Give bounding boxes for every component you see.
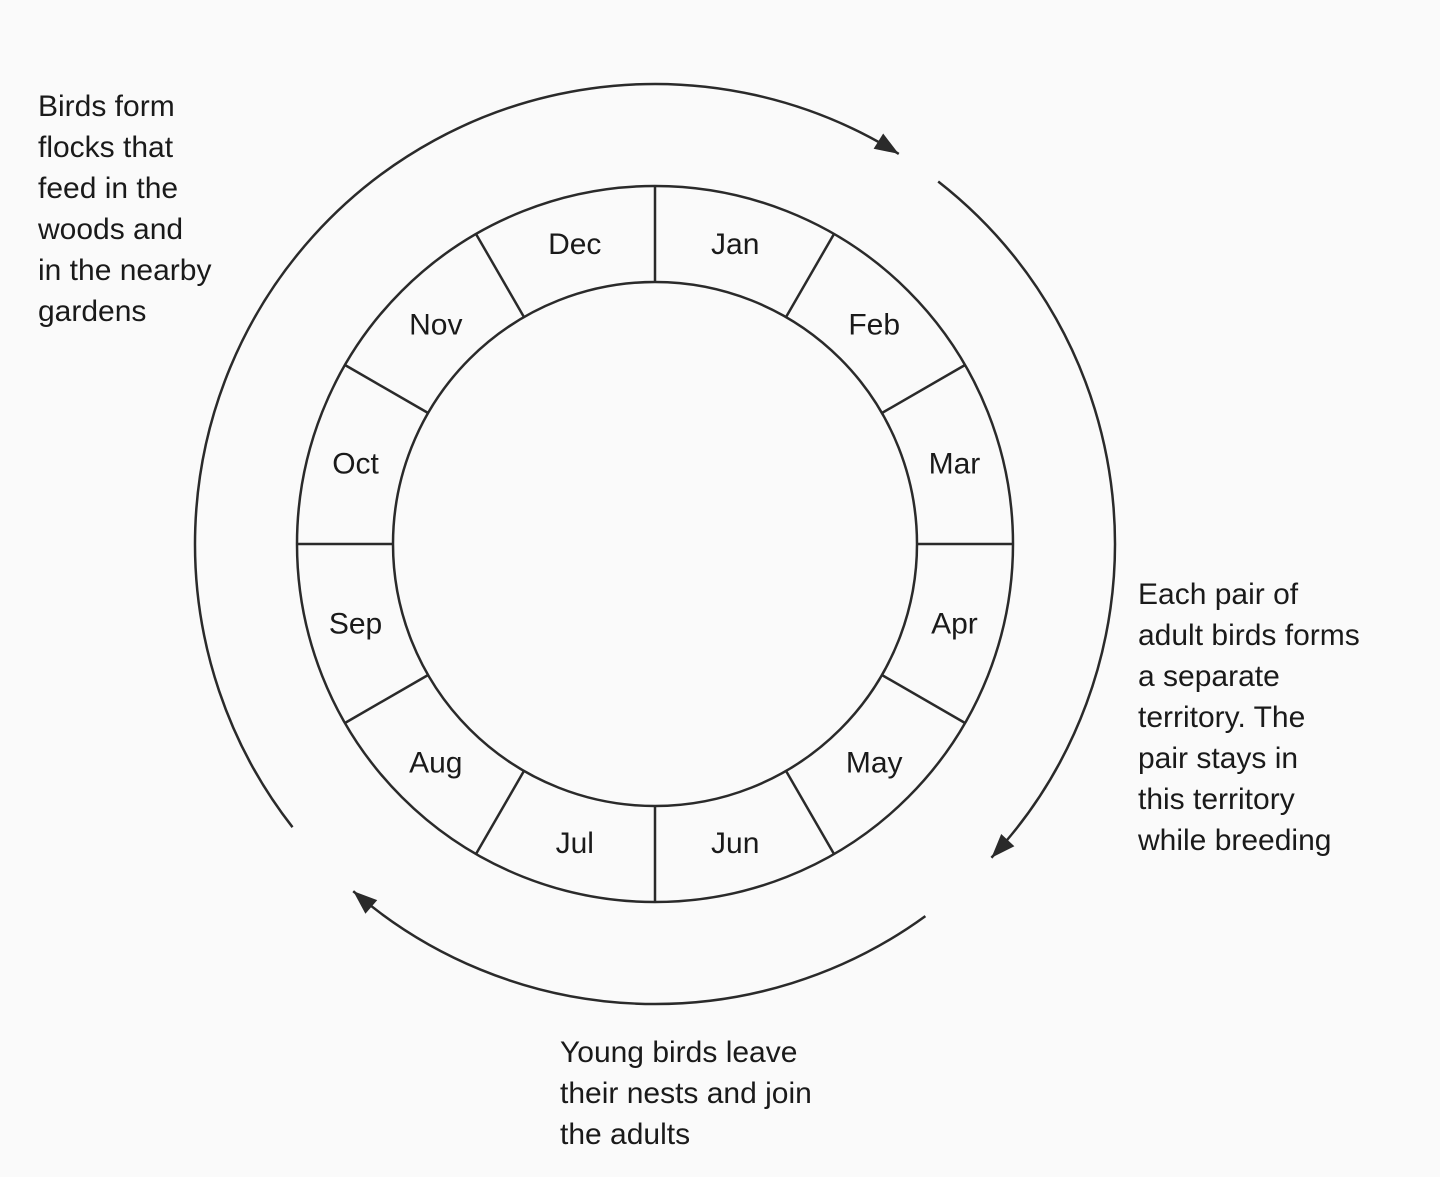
month-divider [882,365,965,413]
month-label-oct: Oct [332,447,379,481]
month-divider [345,675,428,723]
annotation-winter-flocks [38,86,211,332]
month-label-aug: Aug [409,746,463,780]
annotation-line: a separate [1138,660,1280,693]
month-label-apr: Apr [931,607,978,641]
annotation-line: feed in the [38,172,179,205]
annotation-line: territory. The [1138,701,1306,734]
annotation-line: Each pair of [1138,578,1299,611]
month-labels [329,228,980,860]
cycle-arc-breeding [938,182,1115,858]
month-label-jun: Jun [711,826,760,860]
month-divider [476,234,524,317]
month-divider [476,771,524,854]
cycle-arc-winter [195,84,899,827]
annotation-line: this territory [1138,783,1295,816]
annotation-line: woods and [38,213,184,246]
annotation-young-leave-nest [560,1032,812,1155]
arrow-head-fledging-end [353,891,377,914]
month-ring-outer-circle [297,186,1013,902]
month-divider [786,234,834,317]
month-label-nov: Nov [409,308,463,342]
month-divider [345,365,428,413]
annotation-line: while breeding [1138,824,1332,857]
annotation-line: Birds form [38,90,175,123]
arrow-head-winter-end [874,134,899,154]
annotation-line: pair stays in [1138,742,1299,775]
annotation-line: flocks that [38,131,174,164]
annotation-breeding-territory [1138,574,1360,861]
annotation-line: gardens [38,295,147,328]
annotation-line: Young birds leave [560,1036,798,1069]
month-label-mar: Mar [928,447,981,481]
arrow-head-breeding-end [991,834,1014,858]
annotation-line: their nests and join [560,1077,812,1110]
month-dividers [297,186,1013,902]
month-label-sep: Sep [328,607,383,641]
annotation-line: the adults [560,1118,691,1151]
month-label-feb: Feb [848,308,901,342]
month-ring-inner-circle [393,282,917,806]
month-label-dec: Dec [548,228,602,262]
annotation-line: adult birds forms [1138,619,1360,652]
month-label-jan: Jan [711,228,760,262]
month-label-jul: Jul [555,826,594,860]
cycle-arc-fledging [353,891,925,1004]
month-label-may: May [845,746,903,780]
annotation-line: in the nearby [38,254,212,287]
month-divider [786,771,834,854]
month-divider [882,675,965,723]
